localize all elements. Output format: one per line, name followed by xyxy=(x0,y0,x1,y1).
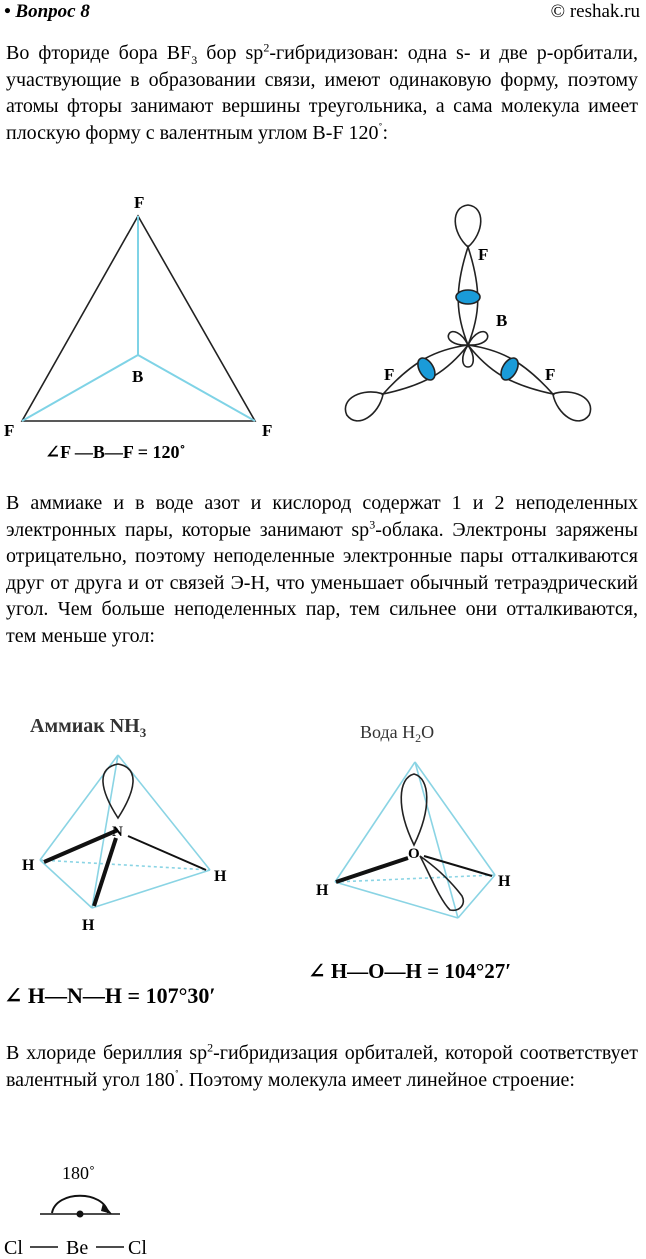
arc-arrowhead xyxy=(101,1203,112,1214)
be-dot xyxy=(77,1211,84,1218)
ammonia-diagram xyxy=(0,700,300,1010)
atom-f-right: F xyxy=(262,421,273,440)
bond-n-h-left xyxy=(44,830,118,862)
orbital-left xyxy=(340,334,474,426)
bond-n-h-right xyxy=(128,836,206,870)
orbital-right xyxy=(462,334,596,426)
source-credit: © reshak.ru xyxy=(550,1,640,22)
p2-text-1: В аммиаке и в воде азот и кислород содержат 1 и 2 неподеленных электронных пары, которые занимают sp xyxy=(6,492,638,541)
p1-degree: ˚ xyxy=(378,119,383,134)
p1-superscript: 2 xyxy=(263,40,270,55)
bond-o-h-left xyxy=(336,858,408,882)
p3-text-2: -гибридизация орбиталей, которой соответствует валентный угол 180 xyxy=(6,1042,639,1091)
bf3-triangle-diagram xyxy=(0,188,300,468)
ammonia-h-right: H xyxy=(214,868,227,885)
becl2-cl-left: Cl xyxy=(4,1237,23,1259)
orbital-top xyxy=(455,205,481,345)
atom-f-top: F xyxy=(134,193,145,212)
ammonia-pyramid xyxy=(40,755,210,908)
p1-subscript: 3 xyxy=(191,53,198,67)
water-lone-pair-top xyxy=(401,774,427,845)
paragraph-ammonia-water xyxy=(6,490,638,649)
p2-superscript: 3 xyxy=(369,516,376,531)
water-pyramid xyxy=(335,762,495,918)
question-number: • Вопрос 8 xyxy=(4,1,90,22)
p1-text-2: бор sp xyxy=(197,42,264,64)
p3-text-1: В хлориде бериллия sp xyxy=(6,1042,208,1064)
bond-right xyxy=(138,355,255,421)
p1-text-4: : xyxy=(382,121,389,144)
p1-text-3: -гибридизован: одна s- и две p-орбитали, участвующие в образовании связи, имеют одинаковую форму, поэтому атомы фторы занимают вершины треугольника, а сама молекула имеет плоскую форму с валентным углом B-F 120 xyxy=(6,42,638,144)
water-h-right: H xyxy=(498,873,511,890)
water-diagram xyxy=(300,700,600,990)
water-h-left: H xyxy=(316,882,329,899)
bf3-orbital-diagram xyxy=(340,198,600,438)
becl2-cl-right: Cl xyxy=(128,1237,147,1259)
becl2-be: Be xyxy=(66,1237,89,1259)
bond-n-h-bottom xyxy=(94,838,116,906)
water-o: O xyxy=(408,846,420,862)
orbital-atom-f-left: F xyxy=(384,365,395,384)
ammonia-h-left: H xyxy=(22,857,35,874)
p2-text-2: -облака. Электроны заряжены отрицательно, поэтому неподеленные электронные пары отталкиваются друг от друга и от связей Э-Н, что уменьшает обычный тетраэдрический угол. Чем больше неподеленных пар, тем сильнее они отталкиваются, тем меньше угол: xyxy=(6,518,638,647)
ammonia-title: Аммиак $NH_3$ xyxy=(30,715,147,740)
water-angle-label: ∠ H—O—H = 104°27′ xyxy=(308,959,512,983)
orbital-atom-f-top: F xyxy=(478,245,489,264)
p3-text-3: . Поэтому молекула имеет линейное строение: xyxy=(178,1068,575,1091)
orbital-atom-f-right: F xyxy=(545,365,556,384)
paragraph-bf3 xyxy=(6,40,638,146)
ammonia-angle-label: ∠ H—N—H = 107°30′ xyxy=(4,983,216,1008)
bf3-angle-label: ∠F —B—F = 120˚ xyxy=(45,442,186,462)
paragraph-becl2 xyxy=(6,1040,638,1093)
ammonia-h-bottom: H xyxy=(82,917,95,934)
water-lone-pair-bottom xyxy=(420,856,463,910)
angle-arc xyxy=(52,1196,108,1213)
ammonia-n: N xyxy=(112,824,123,840)
page-header xyxy=(0,0,646,26)
becl2-diagram xyxy=(0,1150,200,1259)
water-title: Вода $H_2O$ xyxy=(360,722,435,745)
p3-superscript: 2 xyxy=(207,1040,214,1055)
becl2-angle-label: 180˚ xyxy=(62,1163,95,1183)
atom-b-center: B xyxy=(132,367,144,386)
orbital-atom-b: B xyxy=(496,311,508,330)
p3-degree: ˚ xyxy=(174,1066,179,1081)
ammonia-lone-pair xyxy=(103,764,133,818)
atom-f-left: F xyxy=(4,421,15,440)
bond-left xyxy=(22,355,138,421)
p1-text-1: Во фториде бора BF xyxy=(6,42,192,64)
